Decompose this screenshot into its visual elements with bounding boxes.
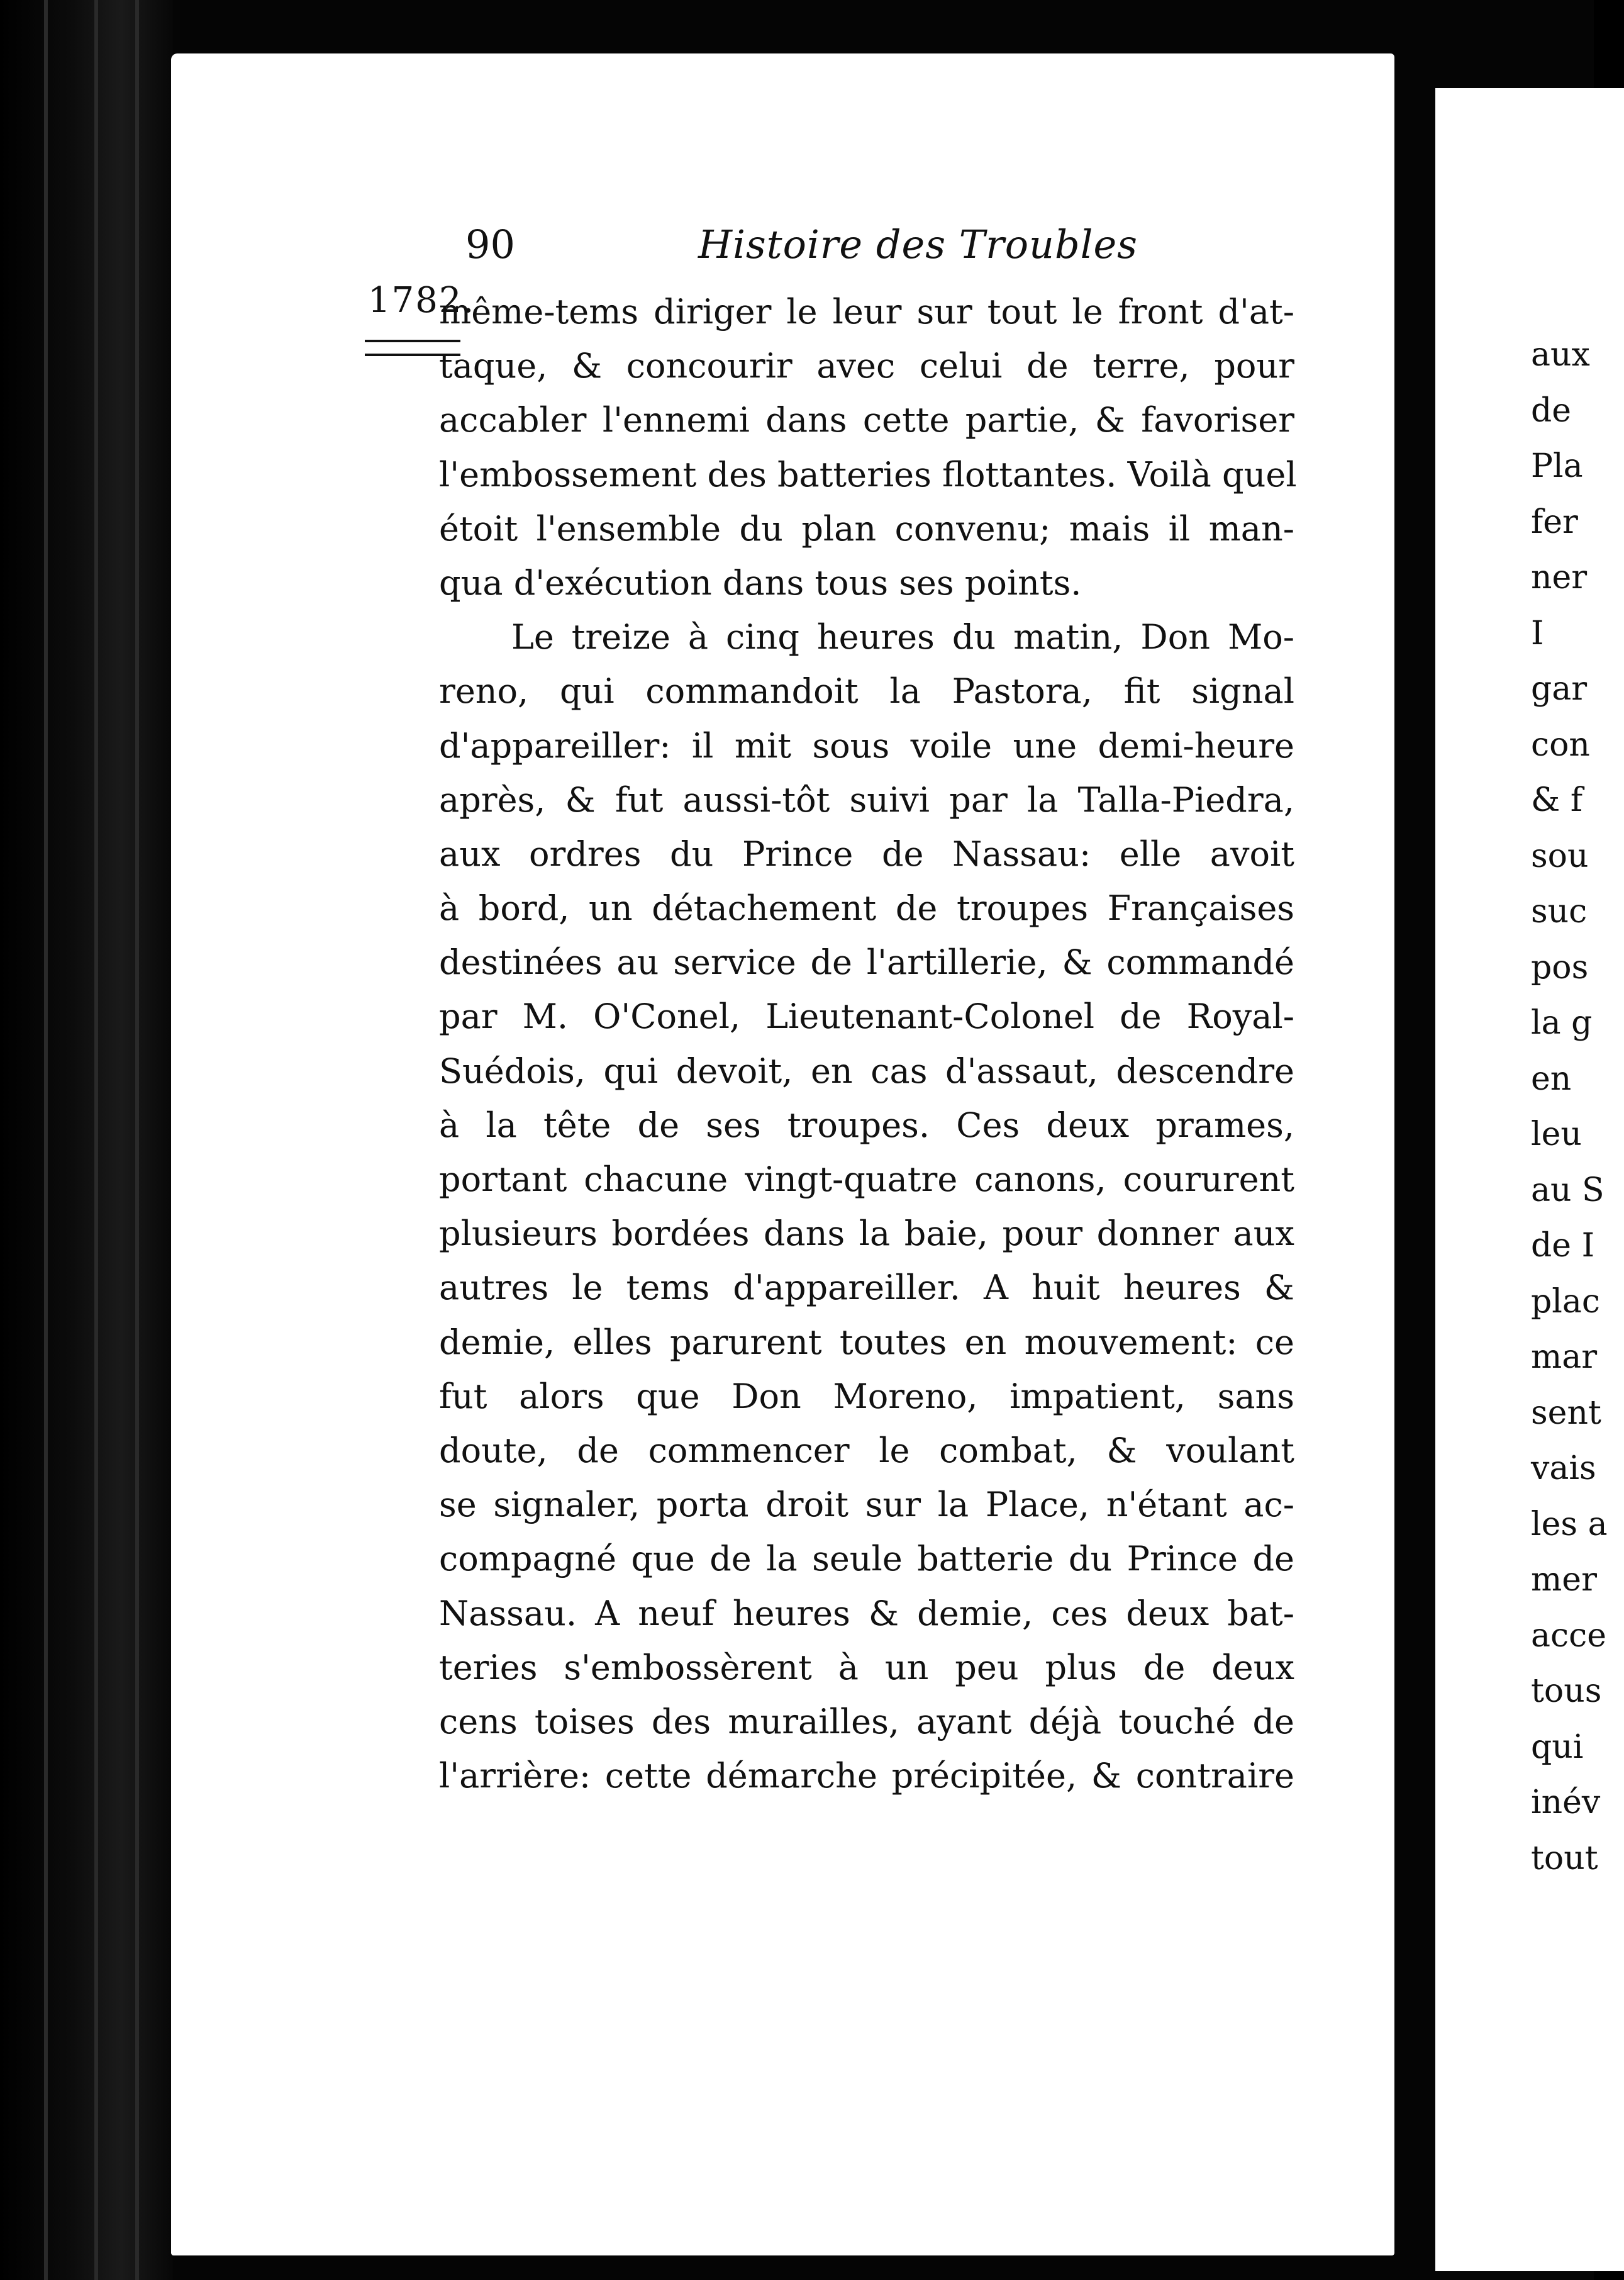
text-line: taque, & concourir avec celui de terre, pour — [439, 346, 1294, 386]
page-header — [465, 221, 1308, 278]
binding-shadow-line — [44, 0, 48, 2280]
right-page-text-fragments — [1531, 327, 1608, 1886]
text-line: compagné que de la seule batterie du Prince de — [439, 1539, 1294, 1579]
text-line: Suédois, qui devoit, en cas d'assaut, descendre — [439, 1051, 1294, 1091]
right-page-fragment: pos — [1531, 948, 1589, 986]
text-line: à la tête de ses troupes. Ces deux prames, — [439, 1105, 1294, 1145]
right-page-fragment: & f — [1531, 781, 1583, 819]
page-number: 90 — [465, 221, 515, 267]
text-line: à bord, un détachement de troupes Françaises — [439, 888, 1294, 929]
text-line: même-tems diriger le leur sur tout le front d'at- — [439, 292, 1294, 332]
right-page-fragment: au S — [1531, 1171, 1605, 1209]
right-page-fragment: suc — [1531, 893, 1588, 930]
right-page-fragment: qui — [1531, 1728, 1584, 1766]
right-page-fragment: tous — [1531, 1672, 1602, 1710]
text-line: d'appareiller: il mit sous voile une demi-heure — [439, 725, 1294, 766]
text-line: fut alors que Don Moreno, impatient, sans — [439, 1376, 1294, 1416]
text-line: après, & fut aussi-tôt suivi par la Talla-Piedra, — [439, 780, 1294, 820]
right-page-fragment: de — [1531, 391, 1572, 430]
right-page-fragment: tout — [1531, 1839, 1598, 1877]
text-line: l'arrière: cette démarche précipitée, & contraire — [439, 1756, 1294, 1796]
text-line: autres le tems d'appareiller. A huit heures & — [439, 1268, 1294, 1308]
text-line: reno, qui commandoit la Pastora, fit signal — [439, 671, 1294, 712]
body-text — [439, 285, 1297, 1803]
right-page-fragment: en — [1531, 1059, 1572, 1098]
right-page-fragment: vais — [1531, 1450, 1596, 1487]
right-page-fragment: la g — [1531, 1004, 1593, 1042]
right-page-fragment: les a — [1531, 1505, 1608, 1543]
right-page-fragment: ner — [1531, 559, 1588, 596]
right-page-fragment: aux — [1531, 336, 1590, 374]
right-page-fragment: con — [1531, 725, 1590, 764]
text-line: demie, elles parurent toutes en mouvement: ce — [439, 1322, 1294, 1362]
margin-year-note: 1782. — [368, 280, 476, 321]
book-binding — [0, 0, 173, 2280]
right-page-fragment: fer — [1531, 503, 1578, 541]
text-line: l'embossement des batteries flottantes. Voilà quel — [439, 454, 1297, 495]
right-page-fragment: sent — [1531, 1394, 1601, 1432]
binding-shadow-line — [135, 0, 139, 2280]
text-line: doute, de commencer le combat, & voulant — [439, 1430, 1294, 1470]
right-page-fragment: de I — [1531, 1227, 1595, 1265]
text-line: se signaler, porta droit sur la Place, n'étant ac- — [439, 1485, 1294, 1525]
right-page-fragment: I — [1531, 614, 1544, 652]
text-line: cens toises des murailles, ayant déjà touché de — [439, 1701, 1294, 1741]
text-line: étoit l'ensemble du plan convenu; mais il man- — [439, 508, 1294, 549]
text-line: par M. O'Conel, Lieutenant-Colonel de Royal- — [439, 997, 1294, 1037]
right-page-fragment: inév — [1531, 1784, 1601, 1821]
right-page-fragment: mer — [1531, 1561, 1597, 1599]
right-page-fragment: acce — [1531, 1616, 1607, 1655]
text-line: plusieurs bordées dans la baie, pour donner aux — [439, 1214, 1294, 1254]
text-line: teries s'embossèrent à un peu plus de deux — [439, 1647, 1294, 1687]
text-line: Le treize à cinq heures du matin, Don Mo- — [511, 617, 1294, 657]
text-line: portant chacune vingt-quatre canons, coururent — [439, 1160, 1294, 1199]
binding-shadow-line — [94, 0, 98, 2280]
text-line: destinées au service de l'artillerie, & commandé — [439, 942, 1294, 983]
right-page-fragment: sou — [1531, 837, 1589, 875]
running-title: Histoire des Troubles — [698, 221, 1138, 267]
right-page-fragment: leu — [1531, 1115, 1582, 1153]
right-page-fragment: plac — [1531, 1282, 1601, 1321]
right-page-fragment: Pla — [1531, 447, 1583, 485]
text-line: aux ordres du Prince de Nassau: elle avoit — [439, 834, 1294, 874]
right-page-fragment: gar — [1531, 670, 1588, 708]
right-page-fragment: mar — [1531, 1338, 1598, 1376]
text-line: Nassau. A neuf heures & demie, ces deux bat- — [439, 1593, 1294, 1633]
text-line: qua d'exécution dans tous ses points. — [439, 562, 1082, 603]
text-line: accabler l'ennemi dans cette partie, & favoriser — [439, 400, 1294, 440]
